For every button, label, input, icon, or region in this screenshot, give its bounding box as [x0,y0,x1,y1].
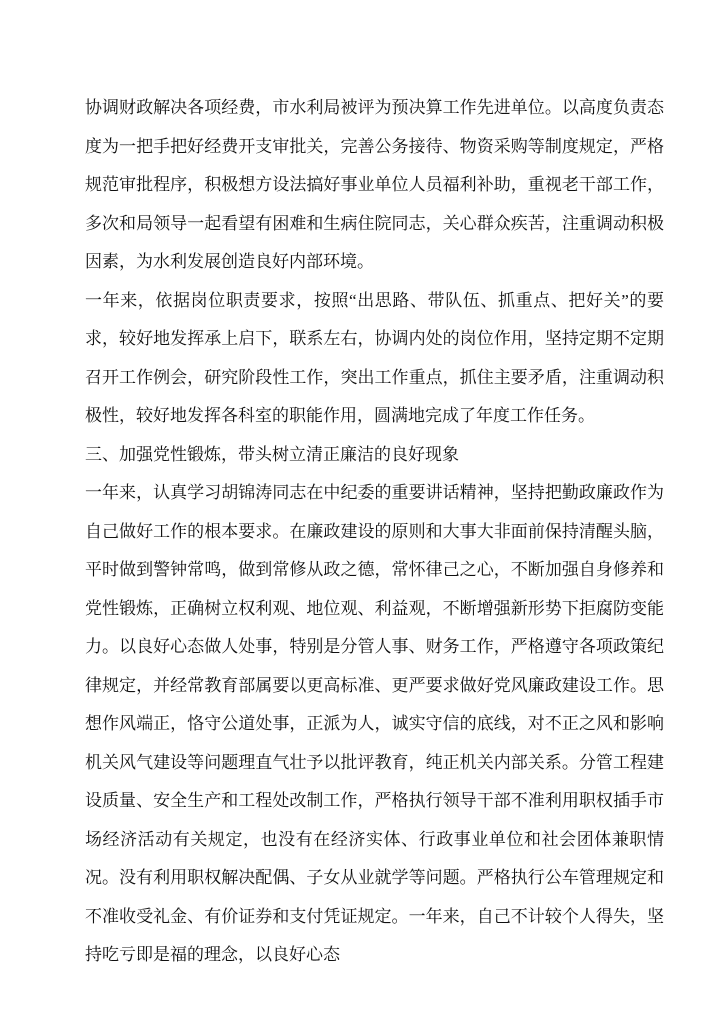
paragraph-finance-coordination: 协调财政解决各项经费，市水利局被评为预决算工作先进单位。以高度负责态度为一把手把好经费开支审批关，完善公务接待、物资采购等制度规定，严格规范审批程序，积极想方设法搞好事业单位人员福利补助，重视老干部工作，多次和局领导一起看望有困难和生病住院同志，关心群众疾苦，注重调动积极因素，为水利发展创造良好内部环境。 [85,98,664,271]
section-heading-party-discipline: 三、加强党性锻炼，带头树立清正廉洁的良好现象 [85,444,459,464]
paragraph-integrity-selfcultivation: 一年来，认真学习胡锦涛同志在中纪委的重要讲话精神，坚持把勤政廉政作为自己做好工作的根本要求。在廉政建设的原则和大事大非面前保持清醒头脑，平时做到警钟常鸣，做到常修从政之德，常怀律己之心，不断加强自身修养和党性锻炼，正确树立权利观、地位观、利益观，不断增强新形势下拒腐防变能力。以良好心态做人处事，特别是分管人事、财务工作，严格遵守各项政策纪律规定，并经常教育部属要以更高标准、更严要求做好党风廉政建设工作。思想作风端正，恪守公道处事，正派为人，诚实守信的底线，对不正之风和影响机关风气建设等问题理直气壮予以批评教育，纯正机关内部关系。分管工程建设质量、安全生产和工程处改制工作，严格执行领导干部不准利用职权插手市场经济活动有关规定，也没有在经济实体、行政事业单位和社会团体兼职情况。没有利用职权解决配偶、子女从业就学等问题。严格执行公车管理规定和不准收受礼金、有价证券和支付凭证规定。一年来，自己不计较个人得失，坚持吃亏即是福的理念，以良好心态 [85,483,664,964]
paragraph-post-duties: 一年来，依据岗位职责要求，按照“出思路、带队伍、抓重点、把好关”的要求，较好地发挥承上启下，联系左右，协调内处的岗位作用，坚持定期不定期召开工作例会，研究阶段性工作，突出工作重点，抓住主要矛盾，注重调动积极性，较好地发挥各科室的职能作用，圆满地完成了年度工作任务。 [85,290,664,425]
document-body [85,89,664,975]
